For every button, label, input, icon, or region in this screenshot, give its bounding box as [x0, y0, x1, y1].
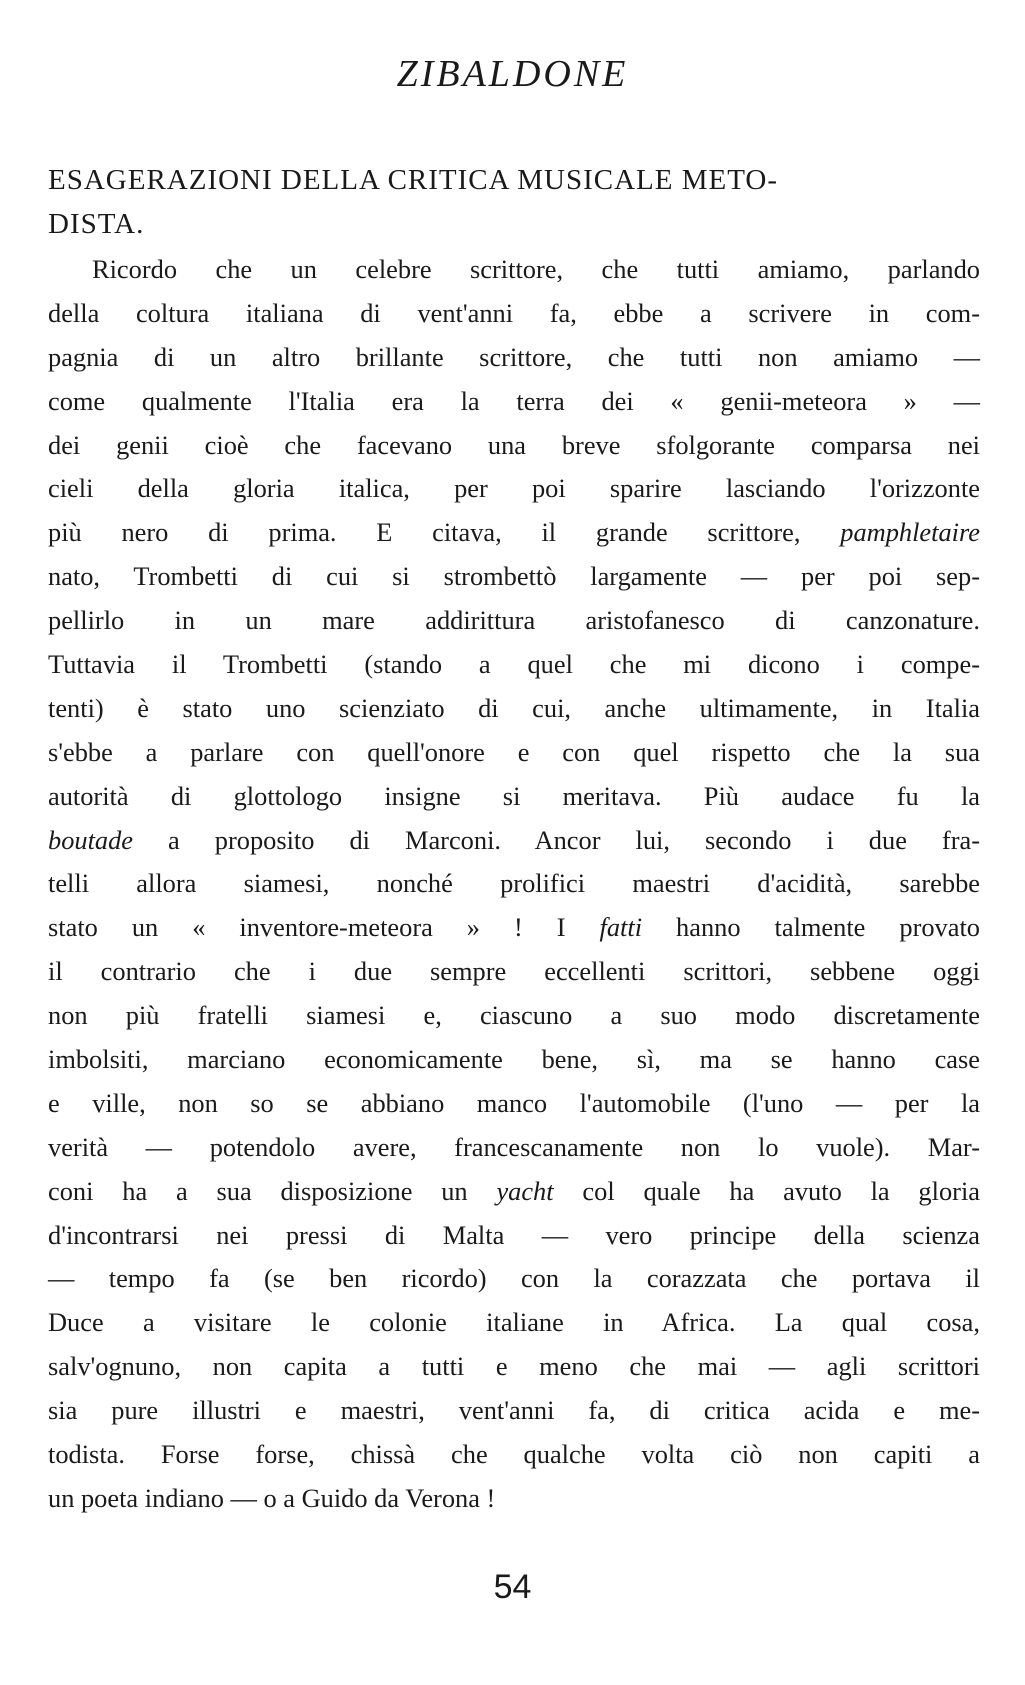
body-line: autorità di glottologo insigne si meritava. Più audace fu la — [48, 780, 980, 811]
body-line: coni ha a sua disposizione un yacht col quale ha avuto la gloria — [48, 1175, 980, 1206]
running-title: ZIBALDONE — [396, 53, 629, 95]
body-line: imbolsiti, marciano economicamente bene, sì, ma se hanno case — [48, 1044, 980, 1075]
body-line: nato, Trombetti di cui si strombettò largamente — per poi sep- — [48, 561, 980, 592]
body-line: non più fratelli siamesi e, ciascuno a suo modo discretamente — [48, 1000, 980, 1031]
body-line: verità — potendolo avere, francescanamente non lo vuole). Mar- — [48, 1131, 980, 1162]
body-line: come qualmente l'Italia era la terra dei « genii-meteora » — — [48, 385, 980, 416]
body-line: pagnia di un altro brillante scrittore, che tutti non amiamo — — [48, 341, 980, 372]
body-line: salv'ognuno, non capita a tutti e meno che mai — agli scrittori — [48, 1351, 980, 1382]
body-line: pellirlo in un mare addirittura aristofanesco di canzonature. — [48, 605, 980, 636]
body-line: della coltura italiana di vent'anni fa, ebbe a scrivere in com- — [48, 297, 980, 328]
body-line: d'incontrarsi nei pressi di Malta — vero principe della scienza — [48, 1219, 980, 1250]
body-line: cieli della gloria italica, per poi sparire lasciando l'orizzonte — [48, 473, 980, 504]
body-paragraph — [48, 248, 980, 1521]
body-line: Tuttavia il Trombetti (stando a quel che mi dicono i compe- — [48, 649, 980, 680]
section-heading-line-2: DISTA. — [48, 208, 145, 240]
body-line: — tempo fa (se ben ricordo) con la corazzata che portava il — [48, 1263, 980, 1294]
body-line: telli allora siamesi, nonché prolifici maestri d'acidità, sarebbe — [48, 868, 980, 899]
body-line: Duce a visitare le colonie italiane in Africa. La qual cosa, — [48, 1307, 980, 1338]
body-line: più nero di prima. E citava, il grande scrittore, pamphletaire — [48, 517, 980, 548]
section-heading — [48, 158, 988, 246]
body-line: e ville, non so se abbiano manco l'automobile (l'uno — per la — [48, 1087, 980, 1118]
body-line: sia pure illustri e maestri, vent'anni fa, di critica acida e me- — [48, 1395, 980, 1426]
body-line: dei genii cioè che facevano una breve sfolgorante comparsa nei — [48, 429, 980, 460]
body-line: boutade a proposito di Marconi. Ancor lui, secondo i due fra- — [48, 824, 980, 855]
body-line: todista. Forse forse, chissà che qualche volta ciò non capiti a — [48, 1439, 980, 1470]
body-line: s'ebbe a parlare con quell'onore e con quel rispetto che la sua — [48, 736, 980, 767]
body-line: stato un « inventore-meteora » ! I fatti hanno talmente provato — [48, 912, 980, 943]
body-line: un poeta indiano — o a Guido da Verona ! — [48, 1482, 496, 1513]
body-line: tenti) è stato uno scienziato di cui, anche ultimamente, in Italia — [48, 692, 980, 723]
body-line: Ricordo che un celebre scrittore, che tutti amiamo, parlando — [92, 254, 980, 284]
body-line: il contrario che i due sempre eccellenti scrittori, sebbene oggi — [48, 956, 980, 987]
page-number: 54 — [493, 1568, 532, 1606]
section-heading-line-1: ESAGERAZIONI DELLA CRITICA MUSICALE METO- — [48, 164, 778, 196]
